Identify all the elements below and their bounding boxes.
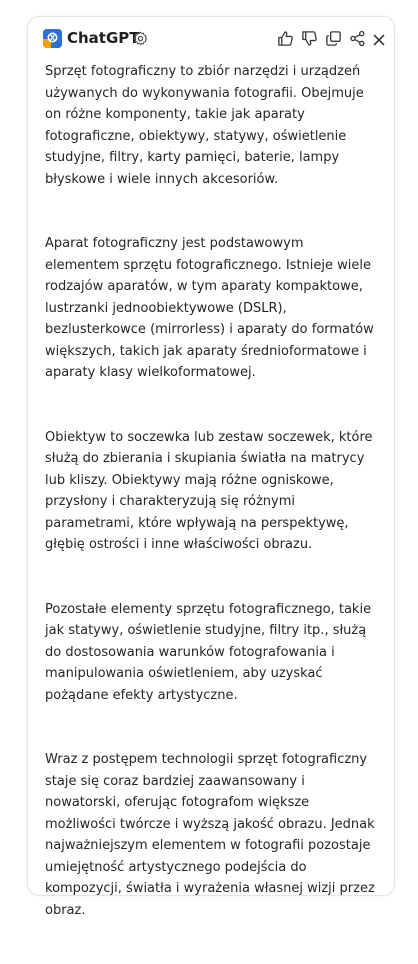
response-content: [45, 61, 381, 964]
share-icon[interactable]: [349, 30, 366, 47]
paragraph: Sprzęt fotograficzny to zbiór narzędzi i urządzeń używanych do wykonywania fotografii. Obejmuje on różne komponenty, takie jak aparaty fotograficzne, obiektywy, statywy, oświetlenie studyjne, filtry, karty pamięci, baterie, lampy błyskowe i wiele innych akcesoriów.: [45, 64, 364, 187]
chatgpt-logo-icon: [43, 29, 62, 48]
paragraph: Wraz z postępem technologii sprzęt fotograficzny staje się coraz bardziej zaawansowany i nowatorski, oferując fotografom większe możliwości twórcze i wyższą jakość obrazu. Jednak najważniejszym elementem w fotografii pozostaje umiejętność artystycznego podejścia do kompozycji, światła i wyrażenia własnej wizji przez obraz.: [45, 752, 375, 918]
paragraph: Obiektyw to soczewka lub zestaw soczewek, które służą do zbierania i skupiania światła na matrycy lub kliszy. Obiektywy mają różne ogniskowe, przysłony i charakteryzują się różnymi parametrami, które wpływają na perspektywę, głębię ostrości i inne właściwości obrazu.: [45, 429, 373, 552]
panel-header: [28, 17, 394, 61]
paragraph: Aparat fotograficzny jest podstawowym elementem sprzętu fotograficznego. Istnieje wiele rodzajów aparatów, w tym aparaty kompaktowe, lustrzanki jednoobiektywowe (DSLR), bezlusterkowce (mirrorless) i aparaty do formatów większych, takich jak aparaty średnioformatowe i aparaty klasy wielkoformatowej.: [45, 236, 374, 380]
thumbs-down-icon[interactable]: [301, 30, 318, 47]
paragraph: Pozostałe elementy sprzętu fotograficznego, takie jak statywy, oświetlenie studyjne, filtry itp., służą do dostosowania warunków fotografowania i manipulowania oświetleniem, aby uzyskać pożądane efekty artystyczne.: [45, 601, 372, 703]
gear-icon[interactable]: [133, 31, 148, 46]
thumbs-up-icon[interactable]: [277, 30, 294, 47]
close-icon[interactable]: [372, 32, 386, 46]
app-title: ChatGPT: [67, 29, 140, 47]
chatgpt-response-panel: [27, 16, 395, 918]
copy-icon[interactable]: [325, 30, 342, 47]
